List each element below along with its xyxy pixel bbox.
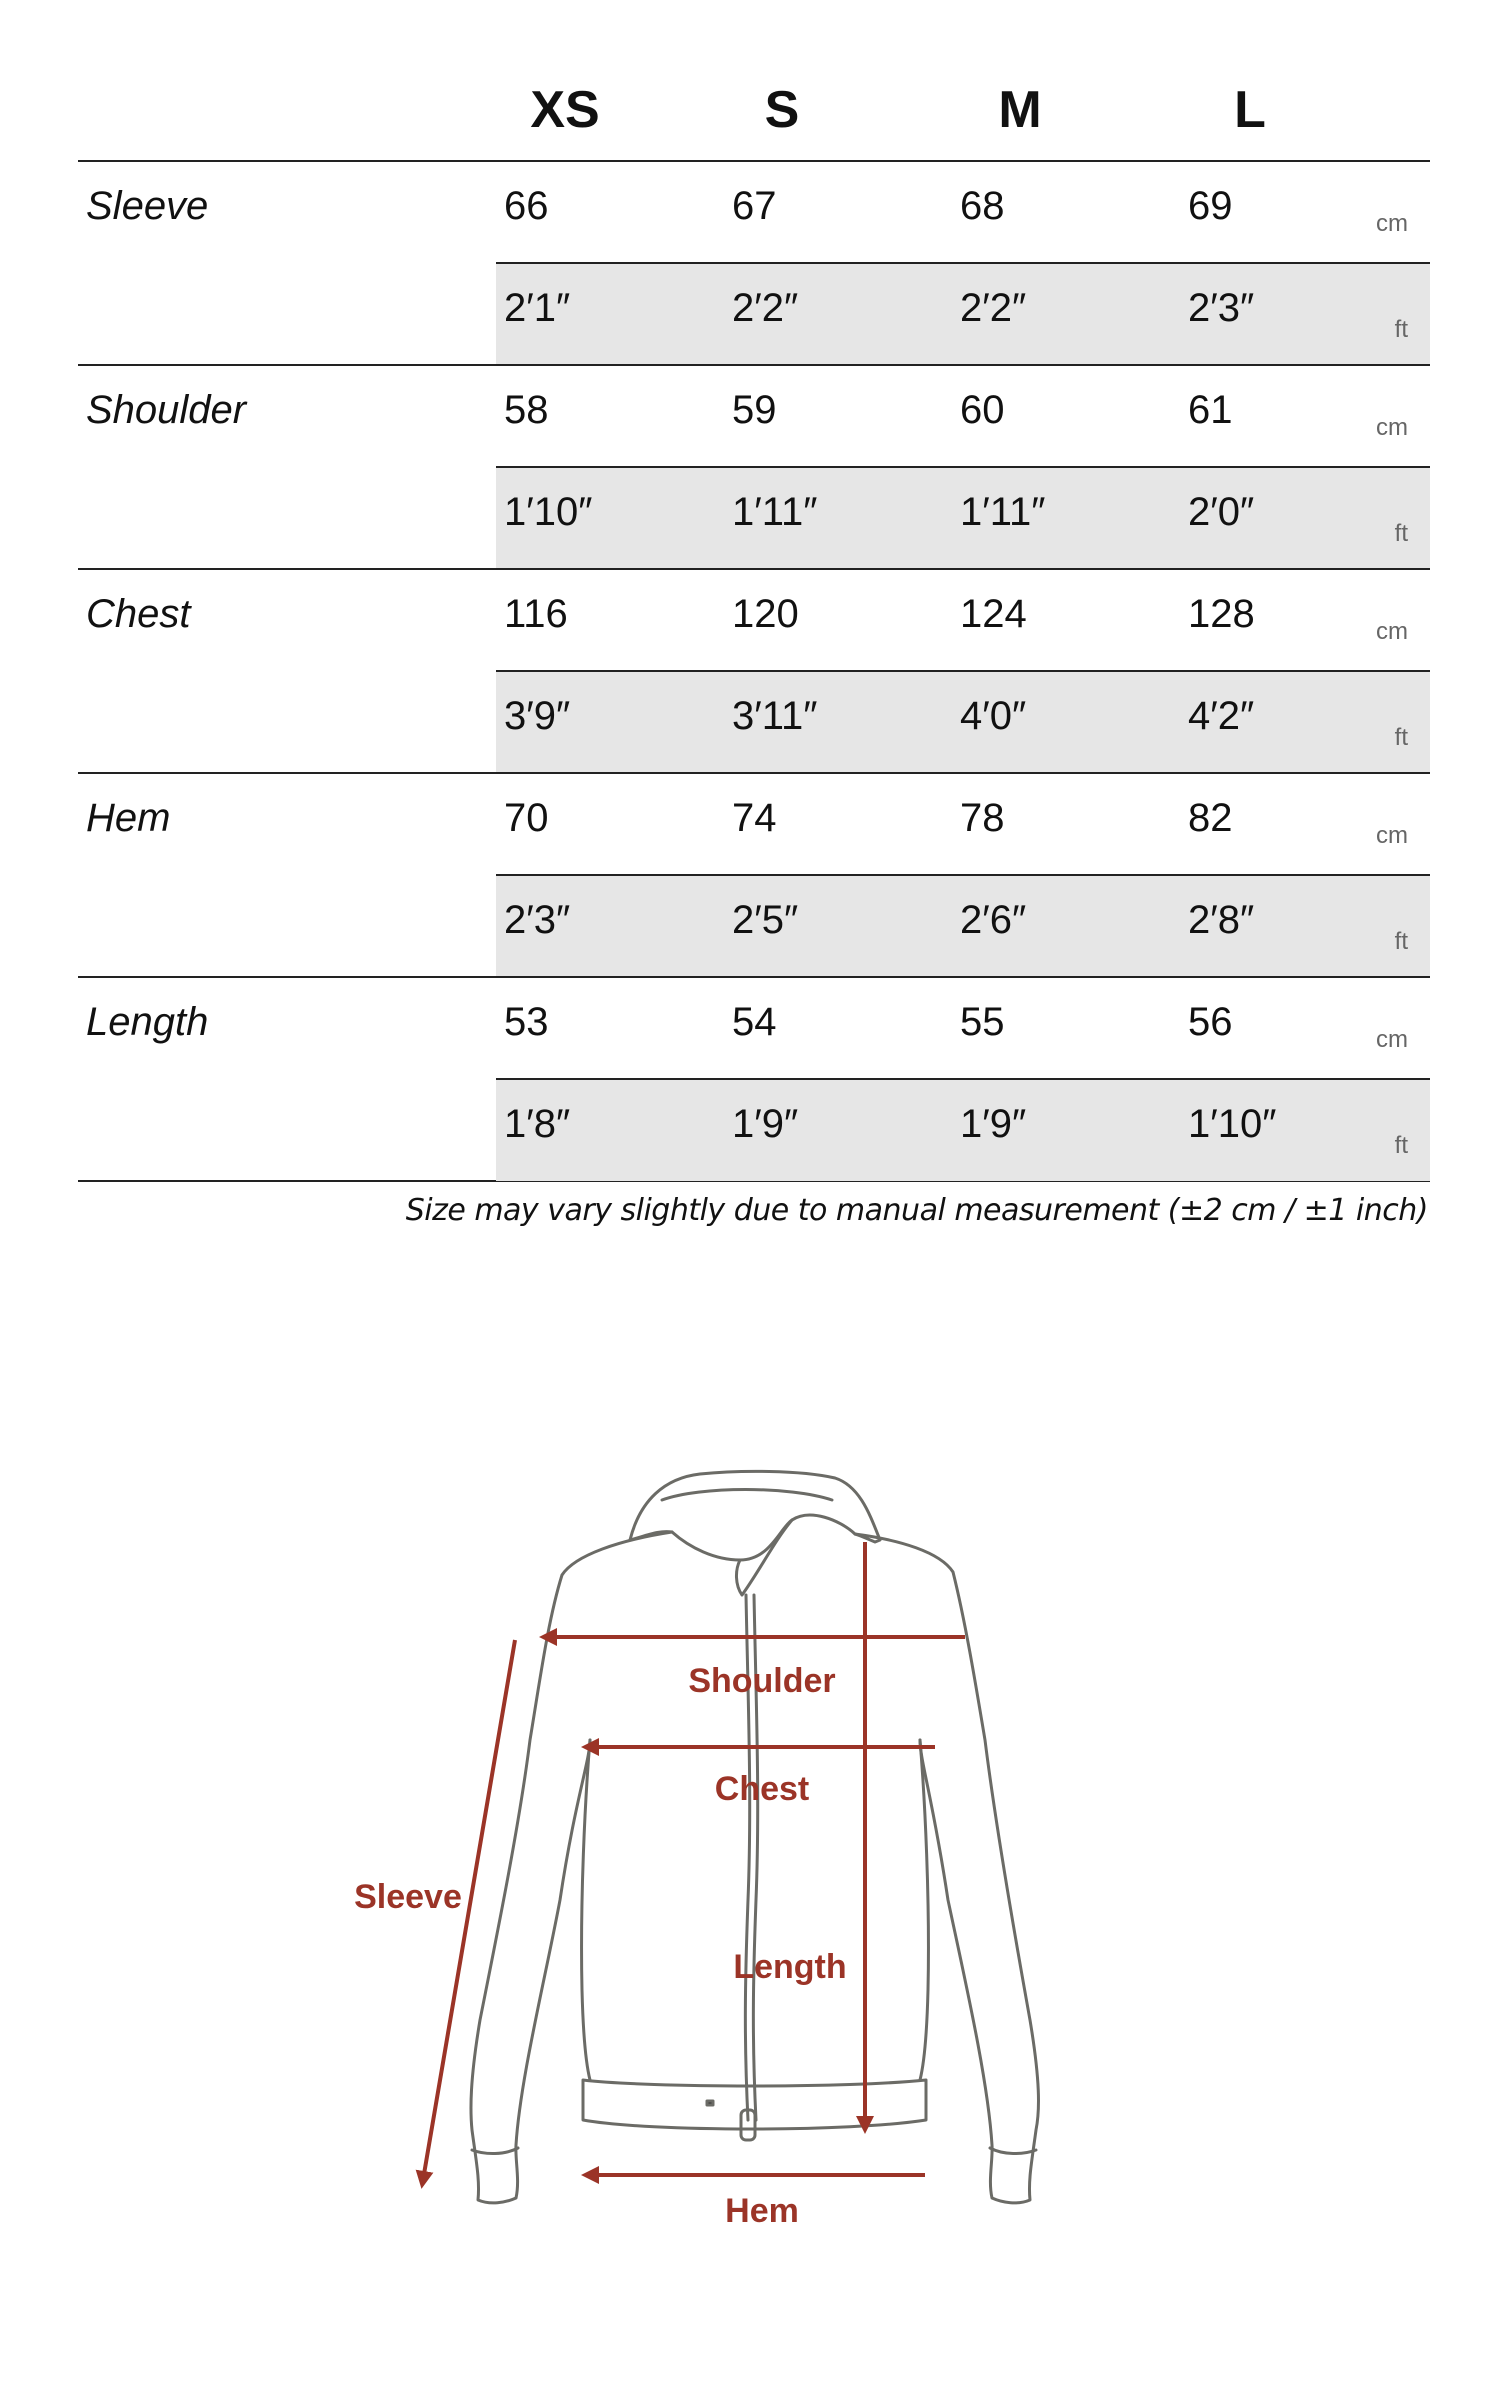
ft-cell-l: 1′10″	[1188, 1102, 1277, 1146]
cm-cell-xs: 66	[504, 184, 549, 228]
cm-cell-m: 78	[960, 796, 1005, 840]
table-row-shoulder	[78, 364, 1430, 568]
ft-cell-xs: 1′10″	[504, 490, 593, 534]
cm-cell-xs: 70	[504, 796, 549, 840]
ft-cell-m: 4′0″	[960, 694, 1027, 738]
unit-ft: ft	[1394, 520, 1408, 547]
unit-cm: cm	[1376, 618, 1408, 645]
cm-row	[496, 774, 1430, 874]
ft-cell-l: 2′8″	[1188, 898, 1255, 942]
ft-row	[496, 262, 1430, 365]
ft-cell-s: 1′11″	[732, 490, 818, 534]
hoodie-outline	[471, 1471, 1039, 2203]
cm-cell-xs: 53	[504, 1000, 549, 1044]
unit-ft: ft	[1394, 928, 1408, 955]
size-header-s: S	[764, 81, 800, 139]
measurement-note: Size may vary slightly due to manual measurement (±2 cm / ±1 inch)	[405, 1193, 1428, 1228]
size-chart-table	[78, 160, 1430, 1182]
ft-cell-s: 1′9″	[732, 1102, 799, 1146]
unit-ft: ft	[1394, 316, 1408, 343]
size-header-m: M	[998, 81, 1042, 139]
ft-cell-m: 2′2″	[960, 286, 1027, 330]
unit-cm: cm	[1376, 1026, 1408, 1053]
ft-cell-s: 2′5″	[732, 898, 799, 942]
chest-label: Chest	[714, 1770, 810, 1808]
ft-row	[496, 1078, 1430, 1181]
ft-row	[496, 670, 1430, 773]
row-label: Hem	[86, 796, 171, 840]
ft-cell-l: 2′0″	[1188, 490, 1255, 534]
cm-cell-s: 54	[732, 1000, 777, 1044]
row-label: Shoulder	[86, 388, 247, 432]
ft-cell-s: 3′11″	[732, 694, 818, 738]
row-label: Sleeve	[86, 184, 209, 228]
cm-cell-m: 124	[960, 592, 1027, 636]
cm-cell-l: 128	[1188, 592, 1255, 636]
cm-row	[496, 366, 1430, 466]
unit-ft: ft	[1394, 724, 1408, 751]
ft-cell-l: 4′2″	[1188, 694, 1255, 738]
ft-cell-m: 1′9″	[960, 1102, 1027, 1146]
ft-row	[496, 874, 1430, 977]
cm-row	[496, 162, 1430, 262]
ft-cell-m: 1′11″	[960, 490, 1046, 534]
cm-cell-l: 69	[1188, 184, 1233, 228]
unit-cm: cm	[1376, 210, 1408, 237]
ft-row	[496, 466, 1430, 569]
ft-cell-xs: 1′8″	[504, 1102, 571, 1146]
hem-label: Hem	[725, 2192, 799, 2230]
cm-cell-m: 68	[960, 184, 1005, 228]
unit-cm: cm	[1376, 414, 1408, 441]
table-row-hem	[78, 772, 1430, 976]
cm-cell-m: 55	[960, 1000, 1005, 1044]
ft-cell-l: 2′3″	[1188, 286, 1255, 330]
length-label: Length	[733, 1948, 847, 1986]
shoulder-label: Shoulder	[688, 1662, 836, 1700]
ft-cell-s: 2′2″	[732, 286, 799, 330]
ft-cell-xs: 3′9″	[504, 694, 571, 738]
size-header-xs: XS	[530, 81, 600, 139]
cm-cell-s: 67	[732, 184, 777, 228]
cm-cell-xs: 58	[504, 388, 549, 432]
cm-cell-l: 61	[1188, 388, 1233, 432]
cm-cell-s: 120	[732, 592, 799, 636]
unit-ft: ft	[1394, 1132, 1408, 1159]
ft-cell-m: 2′6″	[960, 898, 1027, 942]
unit-cm: cm	[1376, 822, 1408, 849]
cm-cell-m: 60	[960, 388, 1005, 432]
ft-cell-xs: 2′3″	[504, 898, 571, 942]
hoodie-measurement-diagram	[0, 1420, 1500, 2300]
cm-cell-s: 59	[732, 388, 777, 432]
cm-row	[496, 570, 1430, 670]
row-label: Chest	[86, 592, 191, 636]
cm-cell-s: 74	[732, 796, 777, 840]
cm-row	[496, 978, 1430, 1078]
size-header-l: L	[1234, 81, 1266, 139]
cm-cell-l: 56	[1188, 1000, 1233, 1044]
ft-cell-xs: 2′1″	[504, 286, 571, 330]
sleeve-label: Sleeve	[354, 1878, 462, 1916]
table-row-chest	[78, 568, 1430, 772]
row-label: Length	[86, 1000, 209, 1044]
table-row-sleeve	[78, 160, 1430, 364]
cm-cell-l: 82	[1188, 796, 1233, 840]
cm-cell-xs: 116	[504, 592, 568, 636]
table-row-length	[78, 976, 1430, 1182]
